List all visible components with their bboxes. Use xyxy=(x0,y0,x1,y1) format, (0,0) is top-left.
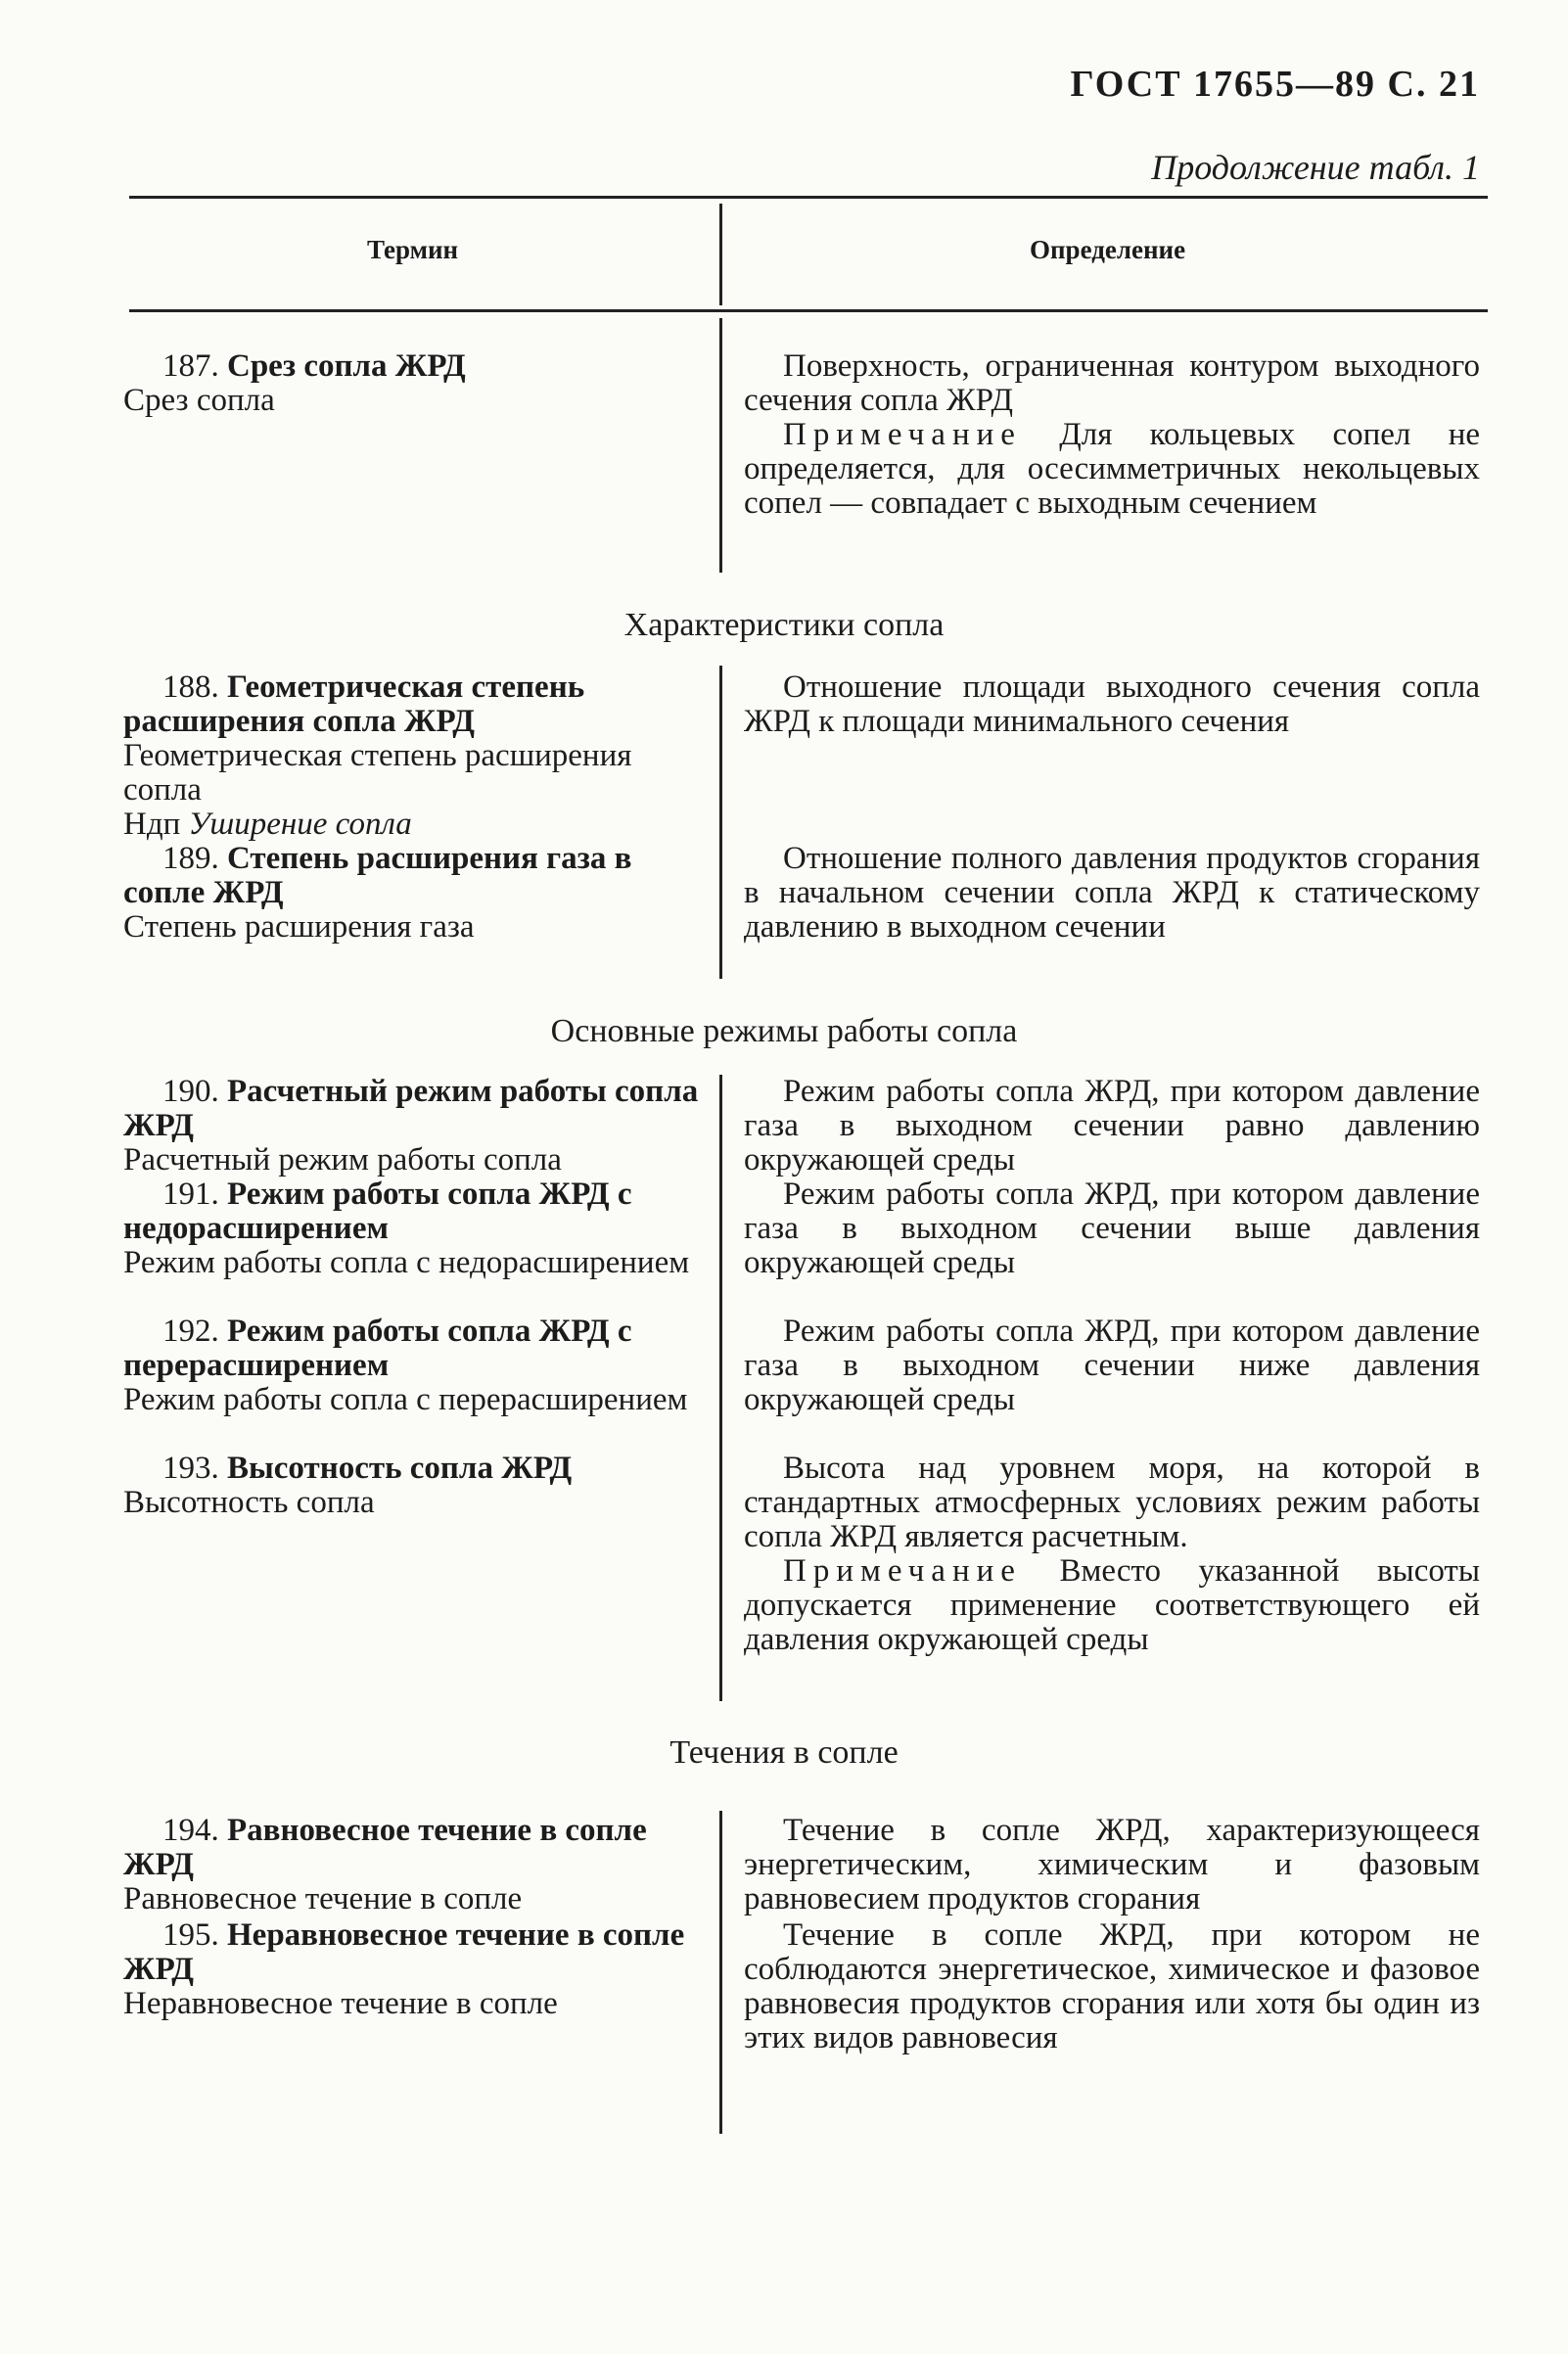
term-number: 193. xyxy=(162,1451,219,1486)
term-synonym: Неравновесное течение в сопле xyxy=(123,1986,558,2021)
entry-194-definition xyxy=(744,1814,1480,1916)
term-synonym: Режим работы сопла с перерасширением xyxy=(123,1382,688,1417)
definition-text: Режим работы сопла ЖРД, при котором давление газа в выходном сечении равно давлению окружающей среды xyxy=(744,1074,1480,1177)
definition-text: Отношение полного давления продуктов сгорания в начальном сечении сопла ЖРД к статическому давлению в выходном сечении xyxy=(744,841,1480,945)
note-label: Примечание xyxy=(783,1553,1022,1589)
term-name: Равновесное течение в сопле ЖРД xyxy=(123,1813,647,1882)
term-name: Геометрическая степень расширения сопла ЖРД xyxy=(123,669,585,739)
column-header-term: Термин xyxy=(367,235,459,264)
column-divider xyxy=(719,666,722,979)
entry-190-term xyxy=(123,1075,703,1177)
entry-193-definition xyxy=(744,1452,1480,1657)
entry-192-definition xyxy=(744,1315,1480,1417)
column-divider xyxy=(719,1811,722,2134)
term-synonym: Срез сопла xyxy=(123,383,275,418)
entry-195-term xyxy=(123,1918,703,2021)
section-heading-nozzle-flows: Течения в сопле xyxy=(669,1734,899,1771)
term-number: 195. xyxy=(162,1917,219,1953)
entry-191-term xyxy=(123,1177,703,1280)
term-synonym: Равновесное течение в сопле xyxy=(123,1881,523,1916)
header-bottom-rule xyxy=(129,309,1488,312)
definition-text: Отношение площади выходного сечения сопла ЖРД к площади минимального сечения xyxy=(744,669,1480,739)
note-text: Для кольцевых сопел не определяется, для осесимметричных некольцевых сопел — совпадает с выходным сечением xyxy=(744,417,1480,521)
definition-text: Режим работы сопла ЖРД, при котором давление газа в выходном сечении ниже давления окружающей среды xyxy=(744,1314,1480,1417)
entry-188-term xyxy=(123,670,703,842)
term-synonym: Расчетный режим работы сопла xyxy=(123,1142,562,1177)
term-number: 188. xyxy=(162,669,219,705)
term-name: Неравновесное течение в сопле ЖРД xyxy=(123,1917,685,1987)
definition-text: Течение в сопле ЖРД, характеризующееся энергетическим, химическим и фазовым равновесием продуктов сгорания xyxy=(744,1813,1480,1916)
entry-194-term xyxy=(123,1814,703,1916)
entry-187-term xyxy=(123,349,703,418)
entry-193-term xyxy=(123,1452,703,1520)
definition-text: Поверхность, ограниченная контуром выходного сечения сопла ЖРД xyxy=(744,348,1480,418)
term-name: Высотность сопла ЖРД xyxy=(227,1451,573,1486)
term-number: 192. xyxy=(162,1314,219,1349)
note-text: Вместо указанной высоты допускается применение соответствующего ей давления окружающей среды xyxy=(744,1553,1480,1657)
term-synonym: Высотность сопла xyxy=(123,1485,375,1520)
entry-195-definition xyxy=(744,1918,1480,2055)
table-continuation: Продолжение табл. 1 xyxy=(1151,148,1480,187)
term-number: 194. xyxy=(162,1813,219,1848)
term-name: Режим работы сопла ЖРД с недорасширением xyxy=(123,1177,632,1246)
entry-191-definition xyxy=(744,1177,1480,1280)
term-synonym: Режим работы сопла с недорасширением xyxy=(123,1245,690,1280)
column-header-definition: Определение xyxy=(1030,235,1186,264)
column-divider xyxy=(719,318,722,573)
column-divider xyxy=(719,1075,722,1701)
definition-text: Режим работы сопла ЖРД, при котором давление газа в выходном сечении выше давления окружающей среды xyxy=(744,1177,1480,1280)
term-name: Расчетный режим работы сопла ЖРД xyxy=(123,1074,699,1143)
entry-190-definition xyxy=(744,1075,1480,1177)
term-number: 187. xyxy=(162,348,219,384)
column-divider xyxy=(719,204,722,305)
note-label: Примечание xyxy=(783,417,1022,452)
term-synonym: Геометрическая степень расширения сопла xyxy=(123,738,632,808)
table-top-rule xyxy=(129,196,1488,199)
section-heading-nozzle-characteristics: Характеристики сопла xyxy=(623,607,945,643)
term-number: 191. xyxy=(162,1177,219,1212)
entry-188-definition xyxy=(744,670,1480,739)
ndp-term: Уширение сопла xyxy=(188,807,412,842)
term-synonym: Степень расширения газа xyxy=(123,909,475,945)
term-number: 190. xyxy=(162,1074,219,1109)
term-name: Срез сопла ЖРД xyxy=(227,348,466,384)
definition-text: Высота над уровнем моря, на которой в стандартных атмосферных условиях режим работы сопла ЖРД является расчетным. xyxy=(744,1451,1480,1554)
section-heading-operating-modes: Основные режимы работы сопла xyxy=(550,1013,1018,1049)
definition-text: Течение в сопле ЖРД, при котором не соблюдаются энергетическое, химическое и фазовое равновесия продуктов сгорания или хотя бы один из этих видов равновесия xyxy=(744,1917,1480,2055)
entry-187-definition xyxy=(744,349,1480,521)
term-name: Режим работы сопла ЖРД с перерасширением xyxy=(123,1314,632,1383)
page-reference: ГОСТ 17655—89 С. 21 xyxy=(1070,64,1480,105)
entry-192-term xyxy=(123,1315,703,1417)
term-number: 189. xyxy=(162,841,219,876)
ndp-label: Ндп xyxy=(123,807,181,842)
entry-189-term xyxy=(123,842,703,945)
entry-189-definition xyxy=(744,842,1480,945)
term-name: Степень расширения газа в сопле ЖРД xyxy=(123,841,632,910)
